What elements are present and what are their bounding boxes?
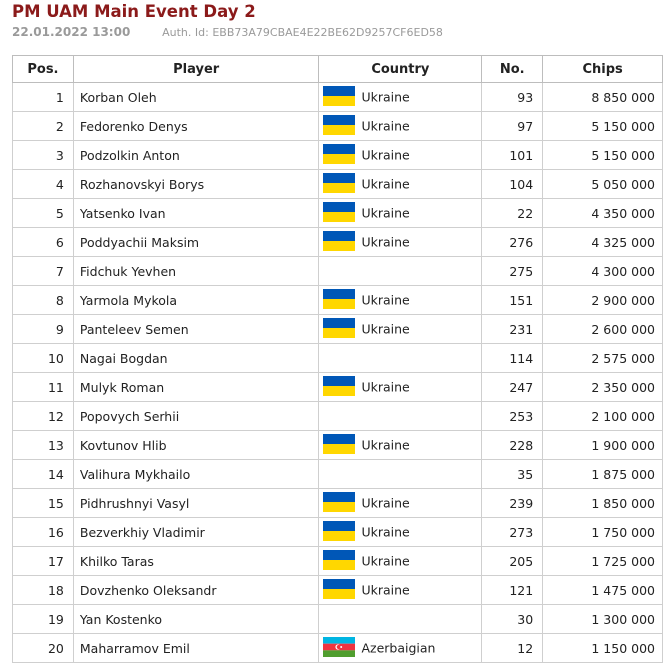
country-name: Ukraine xyxy=(361,321,410,337)
chips-cell: 2 350 000 xyxy=(543,373,663,402)
table-row xyxy=(13,141,663,170)
player-name-cell: Rozhanovskyi Borys xyxy=(73,170,319,199)
table-row xyxy=(13,344,663,373)
table-row xyxy=(13,605,663,634)
chips-cell: 1 725 000 xyxy=(543,547,663,576)
player-name-cell: Khilko Taras xyxy=(73,547,319,576)
column-header-country: Country xyxy=(319,56,482,83)
table-row xyxy=(13,199,663,228)
table-row xyxy=(13,286,663,315)
event-meta xyxy=(12,25,443,39)
seat-number-cell: 151 xyxy=(482,286,543,315)
country-cell xyxy=(319,199,482,228)
column-header-pos: Pos. xyxy=(13,56,74,83)
country-name: Ukraine xyxy=(361,379,410,395)
table-row xyxy=(13,518,663,547)
country-name: Ukraine xyxy=(361,176,410,192)
ukraine-flag-icon xyxy=(323,521,355,541)
country-cell xyxy=(319,431,482,460)
country-cell xyxy=(319,112,482,141)
seat-number-cell: 276 xyxy=(482,228,543,257)
ukraine-flag-icon xyxy=(323,550,355,570)
ukraine-flag-icon xyxy=(323,231,355,251)
seat-number-cell: 30 xyxy=(482,605,543,634)
position-cell: 18 xyxy=(13,576,74,605)
position-cell: 2 xyxy=(13,112,74,141)
column-header-chips: Chips xyxy=(543,56,663,83)
ukraine-flag-icon xyxy=(323,434,355,454)
player-name-cell: Podzolkin Anton xyxy=(73,141,319,170)
table-row xyxy=(13,576,663,605)
seat-number-cell: 97 xyxy=(482,112,543,141)
seat-number-cell: 114 xyxy=(482,344,543,373)
table-row xyxy=(13,634,663,663)
country-name: Ukraine xyxy=(361,292,410,308)
player-name-cell: Poddyachii Maksim xyxy=(73,228,319,257)
column-header-player: Player xyxy=(73,56,319,83)
chips-cell: 1 900 000 xyxy=(543,431,663,460)
position-cell: 8 xyxy=(13,286,74,315)
country-cell xyxy=(319,257,482,286)
country-cell xyxy=(319,547,482,576)
country-cell xyxy=(319,402,482,431)
seat-number-cell: 273 xyxy=(482,518,543,547)
column-header-no: No. xyxy=(482,56,543,83)
table-row xyxy=(13,431,663,460)
player-name-cell: Mulyk Roman xyxy=(73,373,319,402)
country-cell xyxy=(319,634,482,663)
player-name-cell: Yarmola Mykola xyxy=(73,286,319,315)
table-row xyxy=(13,373,663,402)
position-cell: 1 xyxy=(13,83,74,112)
position-cell: 12 xyxy=(13,402,74,431)
table-row xyxy=(13,489,663,518)
player-name-cell: Valihura Mykhailo xyxy=(73,460,319,489)
country-cell xyxy=(319,373,482,402)
table-row xyxy=(13,83,663,112)
seat-number-cell: 275 xyxy=(482,257,543,286)
chips-cell: 2 100 000 xyxy=(543,402,663,431)
country-cell xyxy=(319,170,482,199)
ukraine-flag-icon xyxy=(323,289,355,309)
player-name-cell: Nagai Bogdan xyxy=(73,344,319,373)
seat-number-cell: 253 xyxy=(482,402,543,431)
position-cell: 16 xyxy=(13,518,74,547)
country-name: Azerbaigian xyxy=(361,640,436,656)
player-name-cell: Dovzhenko Oleksandr xyxy=(73,576,319,605)
country-cell xyxy=(319,489,482,518)
position-cell: 10 xyxy=(13,344,74,373)
player-name-cell: Fidchuk Yevhen xyxy=(73,257,319,286)
ukraine-flag-icon xyxy=(323,115,355,135)
chips-cell: 2 600 000 xyxy=(543,315,663,344)
position-cell: 11 xyxy=(13,373,74,402)
country-name: Ukraine xyxy=(361,582,410,598)
page-title: PM UAM Main Event Day 2 xyxy=(12,2,256,21)
position-cell: 3 xyxy=(13,141,74,170)
chips-cell: 1 150 000 xyxy=(543,634,663,663)
seat-number-cell: 239 xyxy=(482,489,543,518)
chips-cell: 5 050 000 xyxy=(543,170,663,199)
seat-number-cell: 121 xyxy=(482,576,543,605)
country-name: Ukraine xyxy=(361,524,410,540)
player-name-cell: Fedorenko Denys xyxy=(73,112,319,141)
country-name: Ukraine xyxy=(361,553,410,569)
player-name-cell: Popovych Serhii xyxy=(73,402,319,431)
player-name-cell: Yatsenko Ivan xyxy=(73,199,319,228)
position-cell: 4 xyxy=(13,170,74,199)
country-name: Ukraine xyxy=(361,495,410,511)
country-cell xyxy=(319,286,482,315)
chips-cell: 2 900 000 xyxy=(543,286,663,315)
position-cell: 14 xyxy=(13,460,74,489)
country-cell xyxy=(319,83,482,112)
seat-number-cell: 12 xyxy=(482,634,543,663)
country-cell xyxy=(319,460,482,489)
ukraine-flag-icon xyxy=(323,579,355,599)
seat-number-cell: 104 xyxy=(482,170,543,199)
ukraine-flag-icon xyxy=(323,144,355,164)
player-name-cell: Yan Kostenko xyxy=(73,605,319,634)
player-name-cell: Kovtunov Hlib xyxy=(73,431,319,460)
chips-cell: 5 150 000 xyxy=(543,112,663,141)
player-name-cell: Bezverkhiy Vladimir xyxy=(73,518,319,547)
table-row xyxy=(13,315,663,344)
chips-cell: 1 750 000 xyxy=(543,518,663,547)
country-cell xyxy=(319,605,482,634)
country-cell xyxy=(319,576,482,605)
seat-number-cell: 22 xyxy=(482,199,543,228)
chips-cell: 1 475 000 xyxy=(543,576,663,605)
country-name: Ukraine xyxy=(361,89,410,105)
table-row xyxy=(13,547,663,576)
country-name: Ukraine xyxy=(361,205,410,221)
table-row xyxy=(13,460,663,489)
seat-number-cell: 101 xyxy=(482,141,543,170)
country-name: Ukraine xyxy=(361,234,410,250)
table-header-row xyxy=(13,56,663,83)
position-cell: 19 xyxy=(13,605,74,634)
seat-number-cell: 231 xyxy=(482,315,543,344)
seat-number-cell: 247 xyxy=(482,373,543,402)
position-cell: 7 xyxy=(13,257,74,286)
chips-cell: 1 850 000 xyxy=(543,489,663,518)
seat-number-cell: 93 xyxy=(482,83,543,112)
country-cell xyxy=(319,315,482,344)
table-row xyxy=(13,112,663,141)
ukraine-flag-icon xyxy=(323,173,355,193)
chips-cell: 8 850 000 xyxy=(543,83,663,112)
chips-cell: 2 575 000 xyxy=(543,344,663,373)
table-row xyxy=(13,402,663,431)
position-cell: 17 xyxy=(13,547,74,576)
chips-cell: 4 350 000 xyxy=(543,199,663,228)
auth-id: Auth. Id: EBB73A79CBAE4E22BE62D9257CF6ED58 xyxy=(162,26,443,39)
position-cell: 20 xyxy=(13,634,74,663)
ukraine-flag-icon xyxy=(323,318,355,338)
position-cell: 13 xyxy=(13,431,74,460)
position-cell: 9 xyxy=(13,315,74,344)
seat-number-cell: 228 xyxy=(482,431,543,460)
player-name-cell: Pidhrushnyi Vasyl xyxy=(73,489,319,518)
country-name: Ukraine xyxy=(361,118,410,134)
ukraine-flag-icon xyxy=(323,492,355,512)
position-cell: 6 xyxy=(13,228,74,257)
country-cell xyxy=(319,344,482,373)
azerbaijan-flag-icon xyxy=(323,637,355,657)
event-date: 22.01.2022 13:00 xyxy=(12,25,131,39)
table-row xyxy=(13,228,663,257)
ukraine-flag-icon xyxy=(323,86,355,106)
seat-number-cell: 205 xyxy=(482,547,543,576)
player-name-cell: Maharramov Emil xyxy=(73,634,319,663)
position-cell: 15 xyxy=(13,489,74,518)
chip-counts-table xyxy=(12,55,663,663)
country-cell xyxy=(319,228,482,257)
position-cell: 5 xyxy=(13,199,74,228)
chips-cell: 4 325 000 xyxy=(543,228,663,257)
table-row xyxy=(13,170,663,199)
chips-cell: 1 875 000 xyxy=(543,460,663,489)
country-name: Ukraine xyxy=(361,147,410,163)
chips-cell: 4 300 000 xyxy=(543,257,663,286)
ukraine-flag-icon xyxy=(323,376,355,396)
country-cell xyxy=(319,141,482,170)
chips-cell: 1 300 000 xyxy=(543,605,663,634)
player-name-cell: Korban Oleh xyxy=(73,83,319,112)
chips-cell: 5 150 000 xyxy=(543,141,663,170)
player-name-cell: Panteleev Semen xyxy=(73,315,319,344)
seat-number-cell: 35 xyxy=(482,460,543,489)
table-row xyxy=(13,257,663,286)
country-name: Ukraine xyxy=(361,437,410,453)
ukraine-flag-icon xyxy=(323,202,355,222)
country-cell xyxy=(319,518,482,547)
